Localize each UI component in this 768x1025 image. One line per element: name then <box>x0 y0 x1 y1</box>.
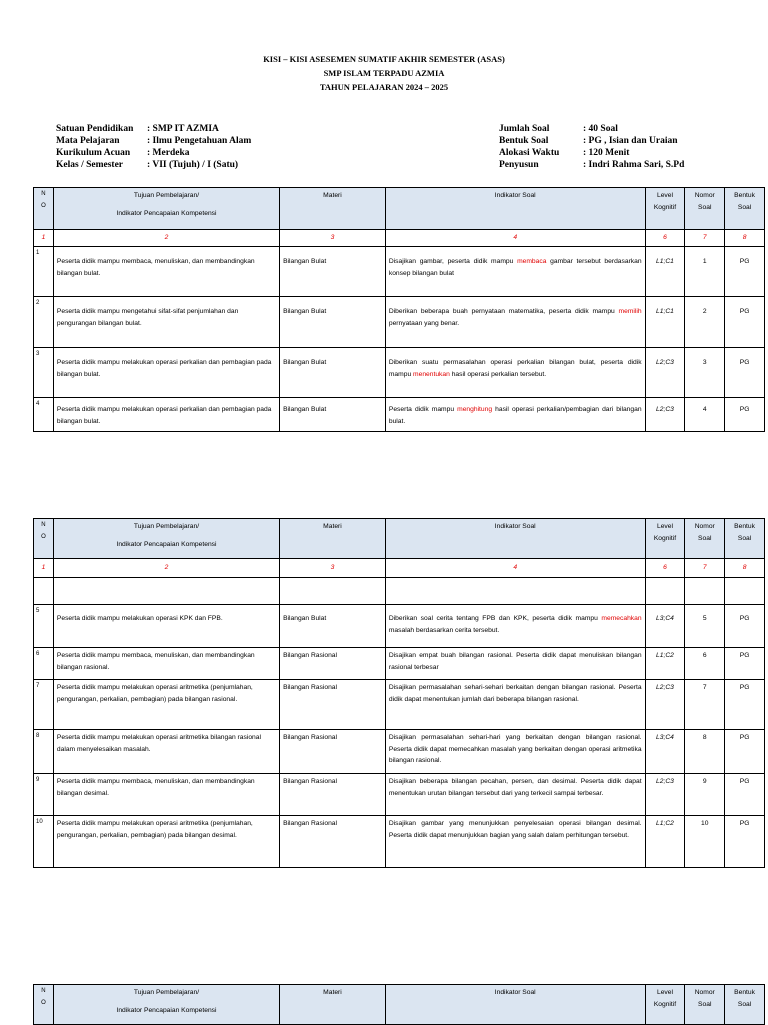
header-tujuan: Tujuan Pembelajaran/ Indikator Pencapaian Kompetensi <box>53 519 279 559</box>
row-level: L1;C1 <box>645 297 685 348</box>
row-tujuan: Peserta didik mampu melakukan operasi aritmetika bilangan rasional dalam menyelesaikan masalah. <box>53 730 279 774</box>
row-bentuk: PG <box>725 730 765 774</box>
row-tujuan: Peserta didik mampu melakukan operasi perkalian dan pembagian pada bilangan bulat. <box>53 348 279 398</box>
row-materi: Bilangan Bulat <box>280 398 386 432</box>
row-indikator: Disajikan permasalahan sehari-hari yang berkaitan dengan bilangan rasional. Peserta didik dapat memecahkan masalah yang berkaitan dengan operasi aritmetika bilangan rasional. <box>385 730 645 774</box>
row-tujuan: Peserta didik mampu membaca, menuliskan, dan membandingkan bilangan desimal. <box>53 774 279 816</box>
row-indikator: Diberikan beberapa buah pernyataan matematika, peserta didik mampu memilih pernyataan yang benar. <box>385 297 645 348</box>
row-tujuan: Peserta didik mampu membaca, menuliskan, dan membandingkan bilangan bulat. <box>53 247 279 297</box>
header-materi: Materi <box>280 519 386 559</box>
row-bentuk: PG <box>725 297 765 348</box>
row-materi: Bilangan Rasional <box>280 774 386 816</box>
header-bentuk: Bentuk Soal <box>725 519 765 559</box>
info-label: Jumlah Soal <box>499 124 550 134</box>
row-level: L3;C4 <box>645 730 685 774</box>
row-materi: Bilangan Bulat <box>280 348 386 398</box>
header-nomor: Nomor Soal <box>685 985 725 1025</box>
info-left <box>56 123 251 171</box>
table-row <box>34 774 765 816</box>
header-no: N O <box>34 985 54 1025</box>
row-indikator: Disajikan beberapa bilangan pecahan, persen, dan desimal. Peserta didik dapat menentukan urutan bilangan tersebut dari yang terkecil sampai terbesar. <box>385 774 645 816</box>
row-materi: Bilangan Bulat <box>280 297 386 348</box>
info-value: : Merdeka <box>147 148 190 158</box>
col-number: 4 <box>385 559 645 578</box>
keyword-highlight: menghitung <box>457 406 493 413</box>
empty-row <box>34 578 765 605</box>
table-row <box>34 398 765 432</box>
table-row <box>34 247 765 297</box>
row-level: L2;C3 <box>645 398 685 432</box>
header-indikator: Indikator Soal <box>385 188 645 230</box>
info-value: : VII (Tujuh) / I (Satu) <box>147 160 239 170</box>
table-row <box>34 816 765 868</box>
column-number-row <box>34 559 765 578</box>
row-materi: Bilangan Rasional <box>280 648 386 680</box>
col-number: 7 <box>685 230 725 247</box>
row-bentuk: PG <box>725 774 765 816</box>
row-tujuan: Peserta didik mampu melakukan operasi aritmetika (penjumlahan, pengurangan, perkalian, pembagian) pada bilangan desimal. <box>53 816 279 868</box>
title-line-2: SMP ISLAM TERPADU AZMIA <box>323 68 445 78</box>
row-level: L3;C4 <box>645 605 685 648</box>
header-level: Level Kognitif <box>645 188 685 230</box>
row-bentuk: PG <box>725 605 765 648</box>
table-header-row <box>34 985 765 1025</box>
row-level: L2;C3 <box>645 680 685 730</box>
row-tujuan: Peserta didik mampu membaca, menuliskan, dan membandingkan bilangan rasional. <box>53 648 279 680</box>
row-bentuk: PG <box>725 247 765 297</box>
col-number: 3 <box>280 559 386 578</box>
row-indikator: Disajikan empat buah bilangan rasional. Peserta didik dapat menuliskan bilangan rasional terbesar <box>385 648 645 680</box>
kisi-table-1 <box>33 187 765 432</box>
row-nomor: 7 <box>685 680 725 730</box>
row-indikator: Diberikan soal cerita tentang FPB dan KPK, peserta didik mampu memecahkan masalah berdasarkan cerita tersebut. <box>385 605 645 648</box>
info-value: : 40 Soal <box>583 124 618 134</box>
row-level: L2;C3 <box>645 348 685 398</box>
row-level: L1;C1 <box>645 247 685 297</box>
header-nomor: Nomor Soal <box>685 519 725 559</box>
header-tujuan: Tujuan Pembelajaran/ Indikator Pencapaian Kompetensi <box>53 985 279 1025</box>
info-value: : Ilmu Pengetahuan Alam <box>147 136 252 146</box>
row-nomor: 3 <box>685 348 725 398</box>
row-indikator: Disajikan permasalahan sehari-sehari berkaitan dengan bilangan rasional. Peserta didik dapat menentukan jumlah dari beberapa bilangan rasional. <box>385 680 645 730</box>
info-label: Alokasi Waktu <box>499 148 560 158</box>
info-value: : 120 Menit <box>583 148 630 158</box>
row-nomor: 5 <box>685 605 725 648</box>
row-indikator: Peserta didik mampu menghitung hasil operasi perkalian/pembagian dari bilangan bulat. <box>385 398 645 432</box>
col-number: 8 <box>725 230 765 247</box>
table-row <box>34 605 765 648</box>
info-value: : SMP IT AZMIA <box>147 124 219 134</box>
table-row <box>34 648 765 680</box>
row-materi: Bilangan Rasional <box>280 730 386 774</box>
col-number: 1 <box>34 230 54 247</box>
info-label: Kurikulum Acuan <box>56 148 131 158</box>
row-bentuk: PG <box>725 680 765 730</box>
col-number: 2 <box>53 230 279 247</box>
table-header-row <box>34 519 765 559</box>
row-no: 5 <box>34 605 54 648</box>
info-label: Satuan Pendidikan <box>56 124 134 134</box>
info-label: Mata Pelajaran <box>56 136 120 146</box>
row-materi: Bilangan Bulat <box>280 605 386 648</box>
col-number: 3 <box>280 230 386 247</box>
row-level: L1;C2 <box>645 816 685 868</box>
info-value: : Indri Rahma Sari, S.Pd <box>583 160 685 170</box>
info-right <box>499 123 684 171</box>
row-no: 2 <box>34 297 54 348</box>
header-nomor: Nomor Soal <box>685 188 725 230</box>
row-no: 9 <box>34 774 54 816</box>
info-value: : PG , Isian dan Uraian <box>583 136 678 146</box>
row-tujuan: Peserta didik mampu mengetahui sifat-sifat penjumlahan dan pengurangan bilangan bulat. <box>53 297 279 348</box>
keyword-highlight: memilih <box>618 308 642 315</box>
header-indikator: Indikator Soal <box>385 985 645 1025</box>
header-tujuan: Tujuan Pembelajaran/ Indikator Pencapaian Kompetensi <box>53 188 279 230</box>
row-tujuan: Peserta didik mampu melakukan operasi perkalian dan pembagian pada bilangan bulat. <box>53 398 279 432</box>
row-indikator: Diberikan suatu permasalahan operasi perkalian bilangan bulat, peserta didik mampu menentukan hasil operasi perkalian tersebut. <box>385 348 645 398</box>
keyword-highlight: membaca <box>517 258 547 265</box>
col-number: 2 <box>53 559 279 578</box>
col-number: 4 <box>385 230 645 247</box>
row-materi: Bilangan Rasional <box>280 680 386 730</box>
row-nomor: 8 <box>685 730 725 774</box>
row-level: L1;C2 <box>645 648 685 680</box>
row-bentuk: PG <box>725 398 765 432</box>
table-row <box>34 297 765 348</box>
row-no: 10 <box>34 816 54 868</box>
row-indikator: Disajikan gambar yang menunjukkan penyelesaian operasi bilangan desimal. Peserta didik dapat menunjukkan bagian yang salah dalam perhitungan tersebut. <box>385 816 645 868</box>
header-no: N O <box>34 519 54 559</box>
document-title <box>0 52 768 94</box>
keyword-highlight: memecahkan <box>601 615 642 622</box>
row-no: 4 <box>34 398 54 432</box>
header-materi: Materi <box>280 188 386 230</box>
col-number: 8 <box>725 559 765 578</box>
row-nomor: 1 <box>685 247 725 297</box>
row-tujuan: Peserta didik mampu melakukan operasi aritmetika (penjumlahan, pengurangan, perkalian, pembagian) pada bilangan rasional. <box>53 680 279 730</box>
row-level: L2;C3 <box>645 774 685 816</box>
row-nomor: 6 <box>685 648 725 680</box>
header-indikator: Indikator Soal <box>385 519 645 559</box>
header-bentuk: Bentuk Soal <box>725 188 765 230</box>
row-no: 3 <box>34 348 54 398</box>
table-row <box>34 348 765 398</box>
row-nomor: 2 <box>685 297 725 348</box>
row-materi: Bilangan Rasional <box>280 816 386 868</box>
col-number: 7 <box>685 559 725 578</box>
title-line-1: KISI – KISI ASESEMEN SUMATIF AKHIR SEMESTER (ASAS) <box>263 54 505 64</box>
row-no: 1 <box>34 247 54 297</box>
col-number: 1 <box>34 559 54 578</box>
table-row <box>34 730 765 774</box>
row-no: 7 <box>34 680 54 730</box>
table-header-row <box>34 188 765 230</box>
row-no: 8 <box>34 730 54 774</box>
header-no: N O <box>34 188 54 230</box>
title-line-3: TAHUN PELAJARAN 2024 – 2025 <box>319 82 449 92</box>
header-level: Level Kognitif <box>645 519 685 559</box>
header-bentuk: Bentuk Soal <box>725 985 765 1025</box>
row-indikator: Disajikan gambar, peserta didik mampu membaca gambar tersebut berdasarkan konsep bilangan bulat <box>385 247 645 297</box>
header-level: Level Kognitif <box>645 985 685 1025</box>
row-no: 6 <box>34 648 54 680</box>
col-number: 6 <box>645 230 685 247</box>
info-label: Kelas / Semester <box>56 160 124 170</box>
info-label: Penyusun <box>499 160 539 170</box>
col-number: 6 <box>645 559 685 578</box>
kisi-table-2 <box>33 518 765 868</box>
row-nomor: 10 <box>685 816 725 868</box>
kisi-table-3 <box>33 984 765 1025</box>
row-bentuk: PG <box>725 348 765 398</box>
row-nomor: 9 <box>685 774 725 816</box>
row-tujuan: Peserta didik mampu melakukan operasi KPK dan FPB. <box>53 605 279 648</box>
row-bentuk: PG <box>725 648 765 680</box>
row-bentuk: PG <box>725 816 765 868</box>
keyword-highlight: menentukan <box>413 370 450 378</box>
info-label: Bentuk Soal <box>499 136 549 146</box>
row-nomor: 4 <box>685 398 725 432</box>
header-materi: Materi <box>280 985 386 1025</box>
column-number-row <box>34 230 765 247</box>
table-row <box>34 680 765 730</box>
row-materi: Bilangan Bulat <box>280 247 386 297</box>
